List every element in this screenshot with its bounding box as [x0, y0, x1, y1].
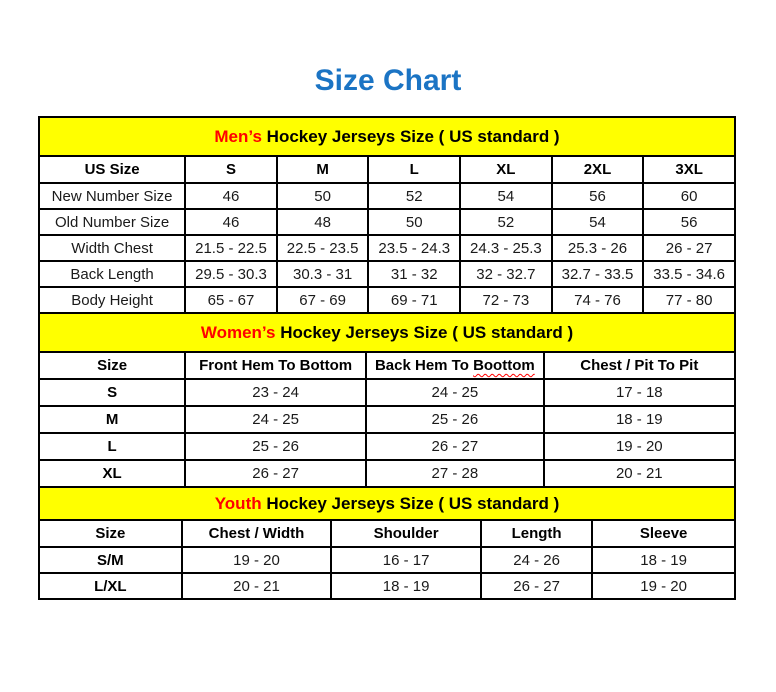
value-cell: 67 - 69 [277, 287, 369, 313]
value-cell: 30.3 - 31 [277, 261, 369, 287]
value-cell: 19 - 20 [544, 433, 735, 460]
table-row [39, 209, 735, 235]
section-band-row [39, 487, 735, 520]
value-cell: 25 - 26 [366, 406, 543, 433]
value-cell: 72 - 73 [460, 287, 552, 313]
value-cell: 46 [185, 183, 277, 209]
column-header-s: S [185, 156, 277, 183]
row-label-cell: S [39, 379, 185, 406]
page-title: Size Chart [314, 64, 462, 97]
row-label-cell: XL [39, 460, 185, 487]
column-header-row [39, 352, 735, 379]
value-cell: 25 - 26 [185, 433, 366, 460]
value-cell: 18 - 19 [544, 406, 735, 433]
size-chart-container [38, 116, 736, 600]
column-header-back-hem [366, 352, 543, 379]
value-cell: 17 - 18 [544, 379, 735, 406]
column-header-2xl: 2XL [552, 156, 644, 183]
value-cell: 60 [643, 183, 735, 209]
value-cell: 20 - 21 [182, 573, 332, 599]
value-cell: 24.3 - 25.3 [460, 235, 552, 261]
value-cell: 32 - 32.7 [460, 261, 552, 287]
row-label-cell: New Number Size [39, 183, 185, 209]
table-row [39, 261, 735, 287]
column-header-shoulder: Shoulder [331, 520, 481, 547]
column-header-chest-pit: Chest / Pit To Pit [544, 352, 735, 379]
youth-size-table [38, 486, 736, 600]
row-label-cell: Body Height [39, 287, 185, 313]
column-header-3xl: 3XL [643, 156, 735, 183]
row-label-cell: L [39, 433, 185, 460]
column-header-size: Size [39, 520, 182, 547]
table-row [39, 547, 735, 573]
row-label-cell: Width Chest [39, 235, 185, 261]
value-cell: 25.3 - 26 [552, 235, 644, 261]
table-row [39, 183, 735, 209]
row-label-cell: M [39, 406, 185, 433]
value-cell: 26 - 27 [185, 460, 366, 487]
column-header-us-size: US Size [39, 156, 185, 183]
value-cell: 16 - 17 [331, 547, 481, 573]
value-cell: 19 - 20 [182, 547, 332, 573]
column-header-l: L [368, 156, 460, 183]
section-band-row [39, 117, 735, 156]
row-label-cell: L/XL [39, 573, 182, 599]
row-label-cell: Old Number Size [39, 209, 185, 235]
row-label-cell: Back Length [39, 261, 185, 287]
value-cell: 26 - 27 [643, 235, 735, 261]
value-cell: 52 [368, 183, 460, 209]
section-title-rest-mens: Hockey Jerseys Size ( US standard ) [266, 126, 560, 146]
table-row [39, 235, 735, 261]
section-header-womens [39, 313, 735, 352]
value-cell: 33.5 - 34.6 [643, 261, 735, 287]
column-header-size: Size [39, 352, 185, 379]
column-header-chest-width: Chest / Width [182, 520, 332, 547]
value-cell: 74 - 76 [552, 287, 644, 313]
section-highlight-womens: Women’s [200, 322, 276, 342]
section-highlight-youth: Youth [214, 493, 262, 513]
value-cell: 29.5 - 30.3 [185, 261, 277, 287]
value-cell: 27 - 28 [366, 460, 543, 487]
column-header-back-hem-prefix: Back Hem To [374, 357, 469, 374]
value-cell: 24 - 25 [366, 379, 543, 406]
row-label-cell: S/M [39, 547, 182, 573]
value-cell: 50 [277, 183, 369, 209]
table-row [39, 379, 735, 406]
value-cell: 19 - 20 [592, 573, 735, 599]
section-band-row [39, 313, 735, 352]
column-header-row [39, 156, 735, 183]
value-cell: 22.5 - 23.5 [277, 235, 369, 261]
value-cell: 50 [368, 209, 460, 235]
column-header-length: Length [481, 520, 592, 547]
value-cell: 32.7 - 33.5 [552, 261, 644, 287]
value-cell: 54 [552, 209, 644, 235]
value-cell: 52 [460, 209, 552, 235]
value-cell: 48 [277, 209, 369, 235]
value-cell: 56 [552, 183, 644, 209]
value-cell: 23.5 - 24.3 [368, 235, 460, 261]
value-cell: 46 [185, 209, 277, 235]
column-header-sleeve: Sleeve [592, 520, 735, 547]
table-row [39, 287, 735, 313]
value-cell: 26 - 27 [366, 433, 543, 460]
section-title-rest-womens: Hockey Jerseys Size ( US standard ) [280, 322, 574, 342]
value-cell: 21.5 - 22.5 [185, 235, 277, 261]
value-cell: 26 - 27 [481, 573, 592, 599]
value-cell: 24 - 26 [481, 547, 592, 573]
womens-size-table [38, 312, 736, 488]
column-header-xl: XL [460, 156, 552, 183]
value-cell: 65 - 67 [185, 287, 277, 313]
value-cell: 31 - 32 [368, 261, 460, 287]
value-cell: 18 - 19 [592, 547, 735, 573]
value-cell: 54 [460, 183, 552, 209]
misspelled-word-spellcheck: Boottom [473, 357, 535, 374]
table-row [39, 433, 735, 460]
value-cell: 56 [643, 209, 735, 235]
value-cell: 24 - 25 [185, 406, 366, 433]
section-highlight-mens: Men’s [214, 126, 262, 146]
mens-size-table [38, 116, 736, 314]
table-row [39, 573, 735, 599]
section-title-rest-youth: Hockey Jerseys Size ( US standard ) [266, 493, 560, 513]
column-header-row [39, 520, 735, 547]
value-cell: 77 - 80 [643, 287, 735, 313]
value-cell: 69 - 71 [368, 287, 460, 313]
section-header-mens [39, 117, 735, 156]
value-cell: 23 - 24 [185, 379, 366, 406]
column-header-m: M [277, 156, 369, 183]
table-row [39, 406, 735, 433]
section-header-youth [39, 487, 735, 520]
value-cell: 20 - 21 [544, 460, 735, 487]
table-row [39, 460, 735, 487]
value-cell: 18 - 19 [331, 573, 481, 599]
column-header-front-hem: Front Hem To Bottom [185, 352, 366, 379]
